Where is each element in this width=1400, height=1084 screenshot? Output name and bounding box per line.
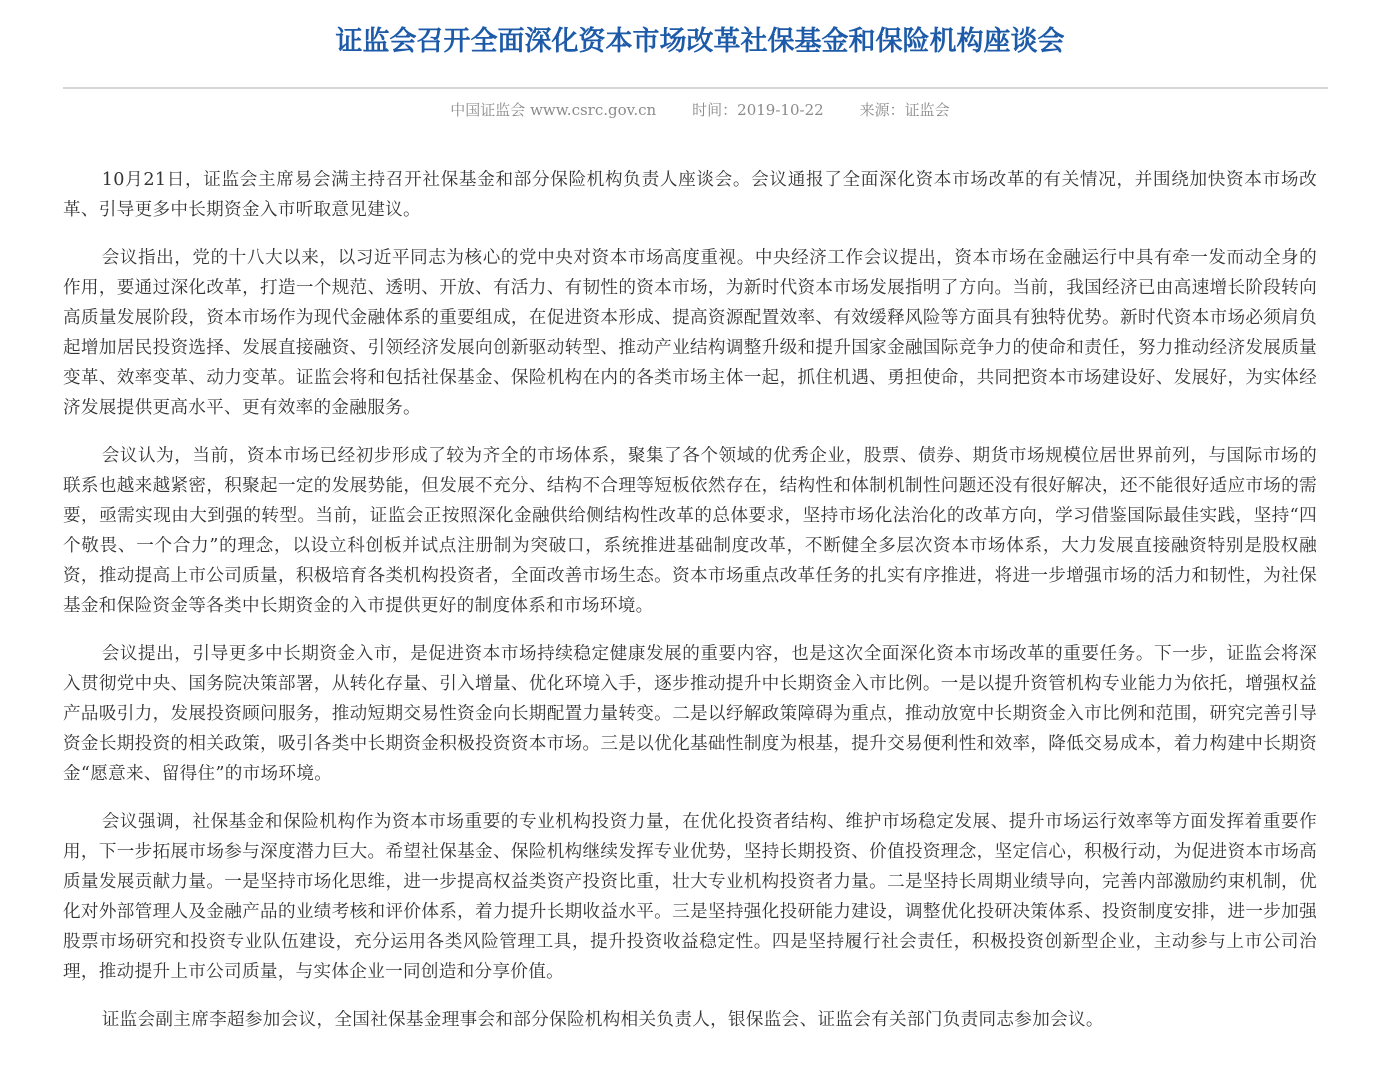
article-body	[63, 165, 1317, 1053]
article-paragraph: 会议指出，党的十八大以来，以习近平同志为核心的党中央对资本市场高度重视。中央经济工作会议提出，资本市场在金融运行中具有牵一发而动全身的作用，要通过深化改革，打造一个规范、透明、开放、有活力、有韧性的资本市场，为新时代资本市场发展指明了方向。当前，我国经济已由高速增长阶段转向高质量发展阶段，资本市场作为现代金融体系的重要组成，在促进资本形成、提高资源配置效率、有效缓释风险等方面具有独特优势。新时代资本市场必须肩负起增加居民投资选择、发展直接融资、引领经济发展向创新驱动转型、推动产业结构调整升级和提升国家金融国际竞争力的使命和责任，努力推动经济发展质量变革、效率变革、动力变革。证监会将和包括社保基金、保险机构在内的各类市场主体一起，抓住机遇、勇担使命，共同把资本市场建设好、发展好，为实体经济发展提供更高水平、更有效率的金融服务。	[63, 248, 1317, 418]
article-meta	[0, 98, 1400, 122]
meta-time: 时间：2019-10-22	[692, 101, 824, 119]
article-paragraph: 会议强调，社保基金和保险机构作为资本市场重要的专业机构投资力量，在优化投资者结构、维护市场稳定发展、提升市场运行效率等方面发挥着重要作用，下一步拓展市场参与深度潜力巨大。希望社保基金、保险机构继续发挥专业优势，坚持长期投资、价值投资理念，坚定信心，积极行动，为促进资本市场高质量发展贡献力量。一是坚持市场化思维，进一步提高权益类资产投资比重，壮大专业机构投资者力量。二是坚持长周期业绩导向，完善内部激励约束机制，优化对外部管理人及金融产品的业绩考核和评价体系，着力提升长期收益水平。三是坚持强化投研能力建设，调整优化投研决策体系、投资制度安排，进一步加强股票市场研究和投资专业队伍建设，充分运用各类风险管理工具，提升投资收益稳定性。四是坚持履行社会责任，积极投资创新型企业，主动参与上市公司治理，推动提升上市公司质量，与实体企业一同创造和分享价值。	[63, 812, 1317, 982]
meta-site: 中国证监会 www.csrc.gov.cn	[450, 101, 657, 119]
article-paragraph: 10月21日，证监会主席易会满主持召开社保基金和部分保险机构负责人座谈会。会议通报了全面深化资本市场改革的有关情况，并围绕加快资本市场改革、引导更多中长期资金入市听取意见建议。	[63, 170, 1317, 220]
article-title: 证监会召开全面深化资本市场改革社保基金和保险机构座谈会	[335, 26, 1065, 57]
article-paragraph: 会议认为，当前，资本市场已经初步形成了较为齐全的市场体系，聚集了各个领域的优秀企业，股票、债券、期货市场规模位居世界前列，与国际市场的联系也越来越紧密，积聚起一定的发展势能，但发展不充分、结构不合理等短板依然存在，结构性和体制机制性问题还没有很好解决，还不能很好适应市场的需要，亟需实现由大到强的转型。当前，证监会正按照深化金融供给侧结构性改革的总体要求，坚持市场化法治化的改革方向，学习借鉴国际最佳实践，坚持“四个敬畏、一个合力”的理念，以设立科创板并试点注册制为突破口，系统推进基础制度改革，不断健全多层次资本市场体系，大力发展直接融资特别是股权融资，推动提高上市公司质量，积极培育各类机构投资者，全面改善市场生态。资本市场重点改革任务的扎实有序推进，将进一步增强市场的活力和韧性，为社保基金和保险资金等各类中长期资金的入市提供更好的制度体系和市场环境。	[63, 446, 1317, 616]
article-paragraph: 会议提出，引导更多中长期资金入市，是促进资本市场持续稳定健康发展的重要内容，也是这次全面深化资本市场改革的重要任务。下一步，证监会将深入贯彻党中央、国务院决策部署，从转化存量、引入增量、优化环境入手，逐步推动提升中长期资金入市比例。一是以提升资管机构专业能力为依托，增强权益产品吸引力，发展投资顾问服务，推动短期交易性资金向长期配置力量转变。二是以纾解政策障碍为重点，推动放宽中长期资金入市比例和范围，研究完善引导资金长期投资的相关政策，吸引各类中长期资金积极投资资本市场。三是以优化基础性制度为根基，提升交易便利性和效率，降低交易成本，着力构建中长期资金“愿意来、留得住”的市场环境。	[63, 644, 1317, 784]
meta-source: 来源：证监会	[859, 101, 950, 119]
title-divider	[63, 87, 1328, 89]
article-paragraph: 证监会副主席李超参加会议，全国社保基金理事会和部分保险机构相关负责人，银保监会、证监会有关部门负责同志参加会议。	[101, 1010, 1104, 1030]
